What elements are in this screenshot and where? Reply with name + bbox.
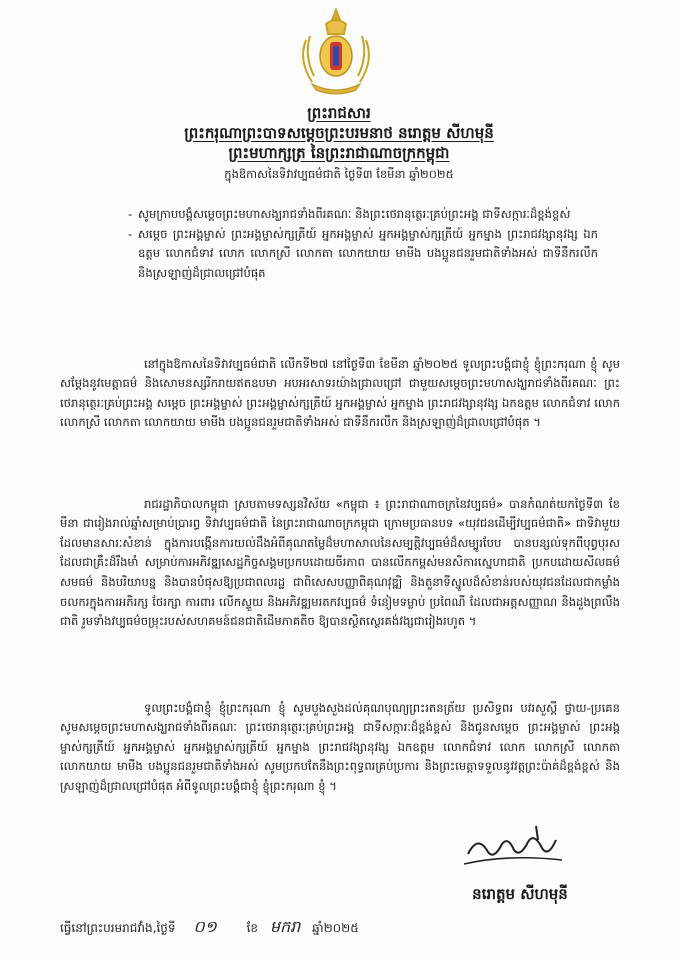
salutation-item: - សម្តេច ព្រះអង្គម្ចាស់ ព្រះអង្គម្ចាស់ក្សត្រីយ៍ អ្នកអង្គម្ចាស់ អ្នកអង្គម្ចាស់ក្សត្រីយ៍ អ្នកម្នាង ព្រះរាជវង្សានុវង្ស ឯកឧត្តម លោកជំទាវ លោក លោកស្រី លោកតា លោកយាយ មាមីង បងប្អូនជនរួមជាតិទាំងអស់ ជាទីនឹករលឹក និងស្រឡាញ់ដ៏ជ្រាលជ្រៅបំផុត bbox=[128, 226, 598, 280]
date-year: ឆ្នាំ២០២៥ bbox=[312, 921, 359, 935]
date-line bbox=[60, 916, 580, 940]
salutation-item-text: សម្តេច ព្រះអង្គម្ចាស់ ព្រះអង្គម្ចាស់ក្សត្រីយ៍ អ្នកអង្គម្ចាស់ អ្នកអង្គម្ចាស់ក្សត្រីយ៍ អ្នកម្នាង ព្រះរាជវង្សានុវង្ស ឯកឧត្តម លោកជំទាវ លោក លោកស្រី លោកតា លោកយាយ មាមីង បងប្អូនជនរួមជាតិទាំងអស់ ជាទីនឹករលឹក និងស្រឡាញ់ដ៏ជ្រាលជ្រៅបំផុត bbox=[138, 226, 598, 280]
salutation-list bbox=[128, 205, 598, 283]
title-king-role bbox=[0, 144, 678, 166]
paragraph-main: រាជរដ្ឋាភិបាលកម្ពុជា ស្របតាមទស្សនវិស័យ «កម្ពុជា ៖ ព្រះរាជាណាចក្រនៃវប្បធម៌» បានកំណត់យកថ្ងៃទី៣ ខែមីនា ជារៀងរាល់ឆ្នាំសម្រាប់ប្រារព្ធ ទិវាវប្បធម៌ជាតិ នៃព្រះរាជាណាចក្រកម្ពុជា ក្រោមប្រធានបទ «យុវជនដើម្បីវប្បធម៌ជាតិ» ជាទិវាមួយដែលមានសារៈសំខាន់ ក្នុងការបង្កើនការយល់ដឹងអំពីគុណតម្លៃដ៏មហាសាលនៃសម្បត្តិវប្បធម៌ដ៏សម្បូរបែប បានបន្សល់ទុកពីបុព្វបុរស ដែលជាគ្រឹះដ៏រឹងមាំ សម្រាប់ការអភិវឌ្ឍសេដ្ឋកិច្ចសង្គមប្រកបដោយចីរភាព បានលើកកម្ពស់មនសិការស្នេហាជាតិ ប្រកបដោយសីលធម៌ សមធម៌ និងបរិយាបន្ន និងបានបំផុសឱ្យប្រជាពលរដ្ឋ ជាពិសេសបញ្ញាពិគុណវុឌ្ឍិ និងតួនាទីស្នូលដ៏សំខាន់របស់យុវជនដែលជាកម្លាំងចលករក្នុងការអភិរក្ស ថែរក្សា ការពារ លើកស្ទួយ និងអភិវឌ្ឍមរតកវប្បធម៌ ទំនៀមទម្លាប់ ប្រពៃណី ដែលជាអត្តសញ្ញាណ និងដួងព្រលឹងជាតិ រួមទាំងវប្បធម៌ចម្រុះរបស់សហគមន៍ជនជាតិដើមភាគតិច ឱ្យបានស្ថិតស្ថេរគង់វង្សជារៀងរហូត ។ bbox=[60, 496, 620, 629]
salutation-item: - សូមក្រាបបង្គំសម្តេចព្រះមហាសង្ឃរាជទាំងពីរគណៈ និងព្រះថេរានុត្ថេរៈគ្រប់ព្រះអង្គ ជាទីសក្ការៈដ៏ខ្ពង់ខ្ពស់ bbox=[128, 207, 571, 221]
title-king-role-text: ព្រះមហាក្សត្រ នៃព្រះរាជាណាចក្រកម្ពុជា bbox=[228, 144, 450, 162]
royal-emblem-icon bbox=[290, 6, 382, 98]
handwritten-signature bbox=[458, 814, 568, 874]
title-royal-message: ព្រះរាជសារ bbox=[307, 104, 371, 122]
date-month: មករា bbox=[269, 917, 301, 936]
salutation-item-text: សូមក្រាបបង្គំសម្តេចព្រះមហាសង្ឃរាជទាំងពីរគណៈ និងព្រះថេរានុត្ថេរៈគ្រប់ព្រះអង្គ ជាទីសក្ការៈដ៏ខ្ពង់ខ្ពស់ bbox=[138, 207, 571, 221]
date-day: ០១ bbox=[193, 917, 217, 936]
title-king-name-text: ព្រះករុណាព្រះបាទសម្តេចព្រះបរមនាថ នរោត្តម សីហមុនី bbox=[184, 124, 494, 142]
date-place: ធ្វើនៅព្រះបរមរាជវាំង,ថ្ងៃទី bbox=[60, 921, 176, 935]
paragraph-intro: នៅក្នុងឱកាសនៃទិវាវប្បធម៌ជាតិ លើកទី២៧ នៅថ្ងៃទី៣ ខែមីនា ឆ្នាំ២០២៥ ទូលព្រះបង្គំជាខ្ញុំ ខ្ញុំព្រះករុណា ខ្ញុំ សូមសម្តែងនូវមេត្តាធម៌ និងសោមនស្សរីករាយឥតឧបមា អបអរសាទរយ៉ាងជ្រាលជ្រៅ ជាមួយសម្តេចព្រះមហាសង្ឃរាជទាំងពីរគណៈ ព្រះថេរានុត្ថេរៈគ្រប់ព្រះអង្គ សម្តេច ព្រះអង្គម្ចាស់ ព្រះអង្គម្ចាស់ក្សត្រីយ៍ អ្នកអង្គម្ចាស់ អ្នកម្នាង ព្រះរាជវង្សានុវង្ស ឯកឧត្តម លោកជំទាវ លោក លោកស្រី លោកតា លោកយាយ មាមីង បងប្អូនជនរួមជាតិទាំងអស់ ជាទីនឹករលឹក និងស្រឡាញ់ដ៏ជ្រាលជ្រៅបំផុត ។ bbox=[60, 356, 620, 430]
date-month-label: ខែ bbox=[246, 921, 259, 935]
title-king-name bbox=[0, 124, 678, 146]
occasion-subtitle: ក្នុងឱកាសនៃទិវាវប្បធម៌ជាតិ ថ្ងៃទី៣ ខែមីនា ឆ្នាំ២០២៥ bbox=[224, 167, 454, 181]
paragraph-blessing: ទូលព្រះបង្គំជាខ្ញុំ ខ្ញុំព្រះករុណា ខ្ញុំ សូមបួងសួងដល់គុណបុណ្យព្រះរតនត្រ័យ ប្រសិទ្ធពរ បវរសួស្តី ថ្វាយ-ប្រគេន សូមសម្តេចព្រះមហាសង្ឃរាជទាំងពីរគណៈ ព្រះថេរានុត្ថេរៈគ្រប់ព្រះអង្គ ជាទីសក្ការៈដ៏ខ្ពង់ខ្ពស់ និងជូនសម្តេច ព្រះអង្គម្ចាស់ ព្រះអង្គម្ចាស់ក្សត្រីយ៍ អ្នកអង្គម្ចាស់ អ្នកអង្គម្ចាស់ក្សត្រីយ៍ អ្នកម្នាង ព្រះរាជវង្សានុវង្ស ឯកឧត្តម លោកជំទាវ លោក លោកស្រី លោកតា លោកយាយ មាមីង បងប្អូនជនរួមជាតិទាំងអស់ សូមប្រកបតែនឹងព្រះពុទ្ធពរគ្រប់ប្រការ និងព្រះមេត្តាទទួលនូវវត្តព្រះប៉ាគ់ដ៏ខ្ពង់ខ្ពស់ និងស្រឡាញ់ដ៏ជ្រាលជ្រៅបំផុត អំពីទូលព្រះបង្គំជាខ្ញុំ ខ្ញុំព្រះករុណា ខ្ញុំ ។ bbox=[60, 700, 620, 793]
document-title bbox=[0, 104, 678, 126]
signer-name: នរោត្តម សីហមុនី bbox=[472, 885, 568, 903]
